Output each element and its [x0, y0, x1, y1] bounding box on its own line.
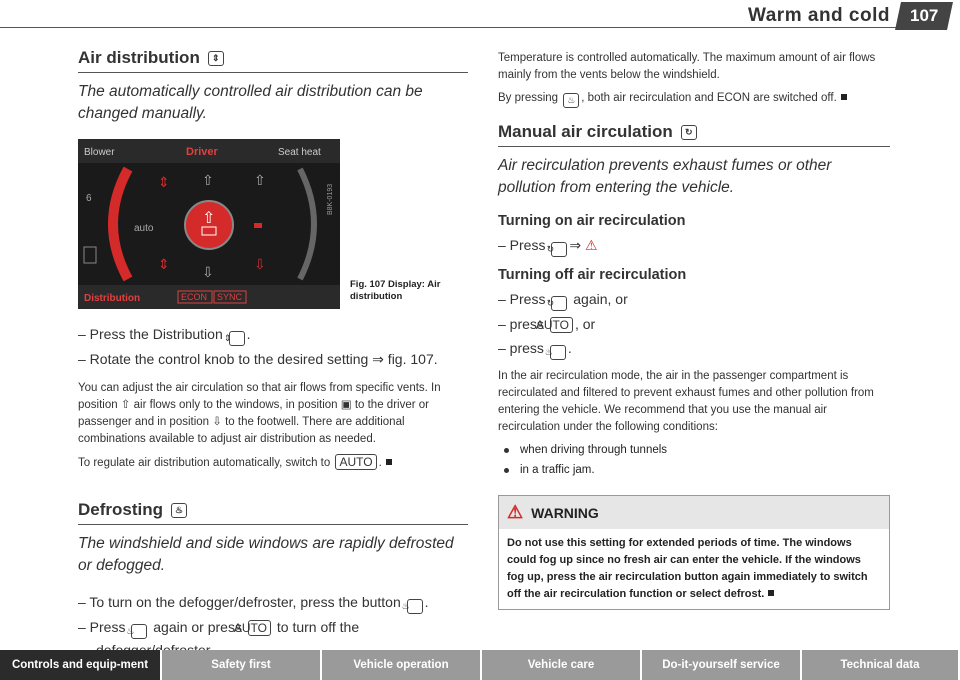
subheading-turning-off: Turning off air recirculation: [498, 267, 687, 283]
list-item: in a traffic jam.: [498, 462, 890, 479]
figure-caption: Fig. 107 Display: Air distribution: [350, 279, 441, 302]
auto-key: AUTO: [550, 317, 573, 333]
figure-107: [78, 139, 468, 309]
warning-body: [499, 529, 889, 609]
intro-paragraph: Temperature is controlled automatically. The maximum amount of air flows mainly from the vents below the windshield.: [498, 52, 876, 81]
svg-text:⇩: ⇩: [202, 265, 214, 281]
display-label-seat-heat: Seat heat: [278, 147, 321, 158]
auto-paragraph: To regulate air distribution automatically, switch to AUTO .: [78, 454, 468, 472]
chapter-title: Warm and cold: [748, 5, 890, 26]
footer-nav: [0, 650, 960, 680]
warning-title: WARNING: [531, 504, 599, 521]
step-press-distribution: – Press the Distribution ⇕ .: [78, 323, 468, 346]
step-press-defrost: – press ♨ .: [498, 337, 890, 360]
intro-paragraph-2: [498, 90, 890, 108]
end-mark: [386, 459, 392, 465]
step-text: – Press: [498, 237, 546, 253]
section-heading-defrosting: [78, 500, 468, 525]
display-label-driver: Driver: [186, 146, 218, 158]
recirculation-paragraph: In the air recirculation mode, the air in the passenger compartment is recirculated and filtered to prevent exhaust fumes and other pollution from entering the vehicle. We recommend that you use the manual air recirculation under the following conditions:: [498, 370, 874, 433]
heading-text: Defrosting: [78, 500, 163, 519]
recirculation-button-icon: ↻: [681, 125, 697, 140]
step-text: – Press the Distribution: [78, 326, 223, 342]
defrost-key-icon: ♨: [407, 599, 423, 614]
footer-tab-vehicle-operation[interactable]: Vehicle operation: [322, 650, 482, 680]
step-text: , or: [574, 316, 596, 332]
section-lead: The automatically controlled air distribution can be changed manually.: [78, 83, 423, 122]
step-text: – press: [498, 340, 544, 356]
step-press-again: [498, 288, 890, 311]
defrost-key-icon: ♨: [550, 345, 566, 360]
svg-text:⇧: ⇧: [254, 173, 266, 189]
intro-text: , both air recirculation and ECON are switched off.: [581, 92, 837, 104]
svg-text:⇧: ⇧: [202, 173, 214, 189]
auto-text: To regulate air distribution automatically, switch to: [78, 457, 331, 469]
svg-text:⇧: ⇧: [202, 208, 216, 227]
svg-text:⇩: ⇩: [254, 257, 266, 273]
list-item: when driving through tunnels: [498, 442, 890, 459]
auto-key: AUTO: [335, 454, 376, 470]
page-number: 107: [909, 6, 939, 25]
air-distribution-paragraph: You can adjust the air circulation so that air flows from specific vents. In position ⇧ air flows only to the windows, in position ▣ to the driver or passenger and in position ⇩ to the footwell. There are additional combinations available to adjust air distribution as needed.: [78, 382, 441, 445]
svg-text:⇕: ⇕: [158, 257, 170, 273]
svg-text:⇕: ⇕: [158, 175, 170, 191]
footer-tab-controls[interactable]: Controls and equip-ment: [0, 650, 162, 680]
recirculation-key-icon: ↻: [551, 242, 567, 257]
step-text: – Press: [78, 619, 126, 635]
display-label-sync: SYNC: [217, 292, 243, 302]
heading-text: Manual air circulation: [498, 122, 673, 141]
footer-tab-diy-service[interactable]: Do-it-yourself service: [642, 650, 802, 680]
display-label-distribution: Distribution: [84, 293, 141, 304]
end-mark: [841, 94, 847, 100]
distribution-key-icon: ⇕: [229, 331, 245, 346]
section-heading-manual-air-circulation: [498, 122, 890, 147]
warning-header: [499, 496, 889, 529]
end-mark: [768, 590, 774, 596]
display-num-left: 6: [86, 193, 92, 204]
step-rotate-knob: – Rotate the control knob to the desired setting ⇒ fig. 107.: [78, 351, 438, 367]
page-number-badge: [895, 2, 953, 30]
warning-triangle-icon: ⚠: [584, 237, 598, 253]
section-lead: The windshield and side windows are rapidly defrosted or defogged.: [78, 535, 454, 574]
step-turn-on-defogger: – To turn on the defogger/defroster, press the button ♨ .: [78, 591, 468, 614]
step-press-recirculation: – Press ↻ ⇒ ⚠: [498, 234, 890, 257]
footer-tab-technical-data[interactable]: Technical data: [802, 650, 960, 680]
display-label-econ: ECON: [181, 292, 208, 302]
warning-box: [498, 495, 890, 610]
step-text: again, or: [573, 291, 628, 307]
display-graphic: [78, 139, 340, 309]
defrost-key-icon: ♨: [563, 93, 579, 108]
subheading-turning-on: Turning on air recirculation: [498, 213, 686, 229]
step-text: – press: [498, 316, 544, 332]
intro-text: By pressing: [498, 92, 559, 104]
header-rule: [0, 27, 912, 28]
distribution-button-icon: ⇕: [208, 51, 224, 66]
warning-text: Do not use this setting for extended periods of time. The windows could fog up since no fresh air can enter the vehicle. If the windows fog up, press the air recirculation button again immediately to switch off the air recirculation function or select defrost.: [507, 537, 868, 600]
heading-text: Air distribution: [78, 48, 200, 67]
auto-key: AUTO: [248, 620, 271, 636]
left-column: [78, 48, 468, 663]
defrost-button-icon: ♨: [171, 503, 187, 518]
warning-triangle-icon: ⚠: [507, 502, 524, 522]
step-text: – To turn on the defogger/defroster, press the button: [78, 594, 401, 610]
step-text: again or press: [153, 619, 242, 635]
section-heading-air-distribution: [78, 48, 468, 73]
step-text: – Press: [498, 291, 546, 307]
step-press-auto: [498, 313, 890, 335]
climate-display-screen: [78, 139, 340, 309]
page-header: [0, 0, 960, 30]
display-code: B8K-0193: [327, 183, 334, 215]
footer-tab-safety[interactable]: Safety first: [162, 650, 322, 680]
display-label-auto: auto: [134, 223, 154, 234]
section-lead: Air recirculation prevents exhaust fumes or other pollution from entering the vehicle.: [498, 157, 832, 196]
display-label-blower: Blower: [84, 147, 115, 158]
defrost-key-icon: ♨: [131, 624, 147, 639]
step-text: to turn off the: [276, 619, 360, 635]
right-column: [498, 50, 890, 610]
footer-tab-vehicle-care[interactable]: Vehicle care: [482, 650, 642, 680]
recirculation-key-icon: ↻: [551, 296, 567, 311]
